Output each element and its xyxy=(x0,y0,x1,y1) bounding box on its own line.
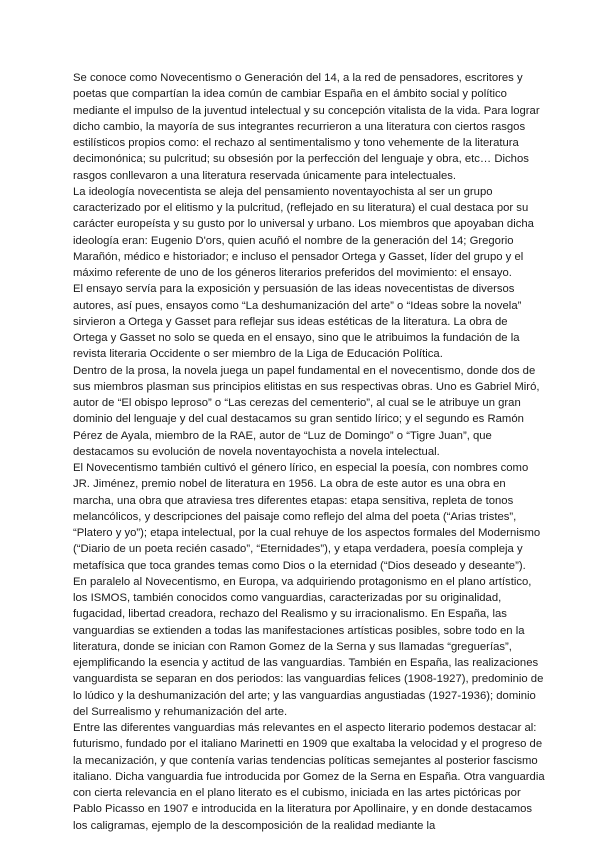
body-text xyxy=(73,70,545,834)
paragraph-ideologia: La ideología novecentista se aleja del pensamiento noventayochista al ser un grupo caracterizado por el elitismo y la pulcritud, (reflejado en su literatura) el cual destaca por su carácter europeísta y su gusto por lo universal y urbano. Los miembros que apoyaban dicha ideología eran: Eugenio D'ors, quien acuñó el nombre de la generación del 14; Gregorio Marañón, médico e historiador; e incluso el pensador Ortega y Gasset, líder del grupo y el máximo referente de uno de los géneros literarios preferidos del movimiento: el ensayo. xyxy=(73,185,534,279)
paragraph-futurismo-cubismo: Entre las diferentes vanguardias más relevantes en el aspecto literario podemos destacar al: futurismo, fundado por el italiano Marinetti en 1909 que exaltaba la velocidad y el progreso de la mecanización, y que contenía varias tendencias políticas semejantes al posterior fascismo italiano. Dicha vanguardia fue introducida por Gomez de la Serna en España. Otra vanguardia con cierta relevancia en el plano literato es el cubismo, iniciada en las artes pictóricas por Pablo Picasso en 1907 e introducida en la literatura por Apollinaire, y en donde destacamos los caligramas, ejemplo de la descomposición de la realidad mediante la xyxy=(73,722,545,832)
paragraph-lirica: El Novecentismo también cultivó el género lírico, en especial la poesía, con nombres como JR. Jiménez, premio nobel de literatura en 1956. La obra de este autor es una obra en marcha, una obra que atraviesa tres diferentes etapas: etapa sensitiva, repleta de tonos melancólicos, y descripciones del paisaje como reflejo del alma del poeta (“Arias tristes”, “Platero y yo”); etapa intelectual, por la cual rehuye de los aspectos formales del Modernismo (“Diario de un poeta recién casado”, “Eternidades”), y etapa verdadera, poesía compleja y metafísica que toca grandes temas como Dios o la eternidad (“Dios deseado y deseante”). xyxy=(73,462,541,572)
paragraph-vanguardias: En paralelo al Novecentismo, en Europa, va adquiriendo protagonismo en el plano artístico, los ISMOS, también conocidos como vanguardias, caracterizadas por su originalidad, fugacidad, libertad creadora, rechazo del Realismo y su irracionalismo. En España, las vanguardias se extienden a todas las manifestaciones artísticas posibles, sobre todo en la literatura, donde se inician con Ramon Gomez de la Serna y sus llamadas “greguerías”, ejemplificando la esencia y actitud de las vanguardias. También en España, las realizaciones vanguardista se separan en dos periodos: las vanguardias felices (1908-1927), predominio de lo lúdico y la deshumanización del arte; y las vanguardias angustiadas (1927-1936); dominio del Surrealismo y rehumanización del arte. xyxy=(73,575,544,718)
paragraph-ensayo: El ensayo servía para la exposición y persuasión de las ideas novecentistas de diversos autores, así pues, ensayos como “La deshumanización del arte” o “Ideas sobre la novela” sirvieron a Ortega y Gasset para reflejar sus ideas estéticas de la literatura. La obra de Ortega y Gasset no solo se queda en el ensayo, sino que le atribuimos la fundación de la revista literaria Occidente o ser miembro de la Liga de Educación Política. xyxy=(73,283,522,361)
paragraph-novecentismo-intro: Se conoce como Novecentismo o Generación del 14, a la red de pensadores, escritores y poetas que compartían la idea común de cambiar España en el ámbito social y político mediante el impulso de la juventud intelectual y su concepción vitalista de la vida. Para lograr dicho cambio, la mayoría de sus integrantes recurrieron a una literatura con ciertos rasgos estilísticos propios como: el rechazo al sentimentalismo y tono vehemente de la literatura decimonónica; su pulcritud; su obsesión por la perfección del lenguaje y obra, etc… Dichos rasgos conllevaron a una literatura reservada únicamente para intelectuales. xyxy=(73,72,540,182)
paragraph-novela: Dentro de la prosa, la novela juega un papel fundamental en el novecentismo, donde dos de sus miembros plasman sus principios elitistas en sus respectivas obras. Uno es Gabriel Miró, autor de “El obispo leproso” o “Las cerezas del cementerio”, al cual se le atribuye un gran dominio del lenguaje y del cual destacamos su gran sentido lírico; y el segundo es Ramón Pérez de Ayala, miembro de la RAE, autor de “Luz de Domingo” o “Tigre Juan”, que destacamos su evolución de novela noventayochista a novela intelectual. xyxy=(73,364,540,458)
